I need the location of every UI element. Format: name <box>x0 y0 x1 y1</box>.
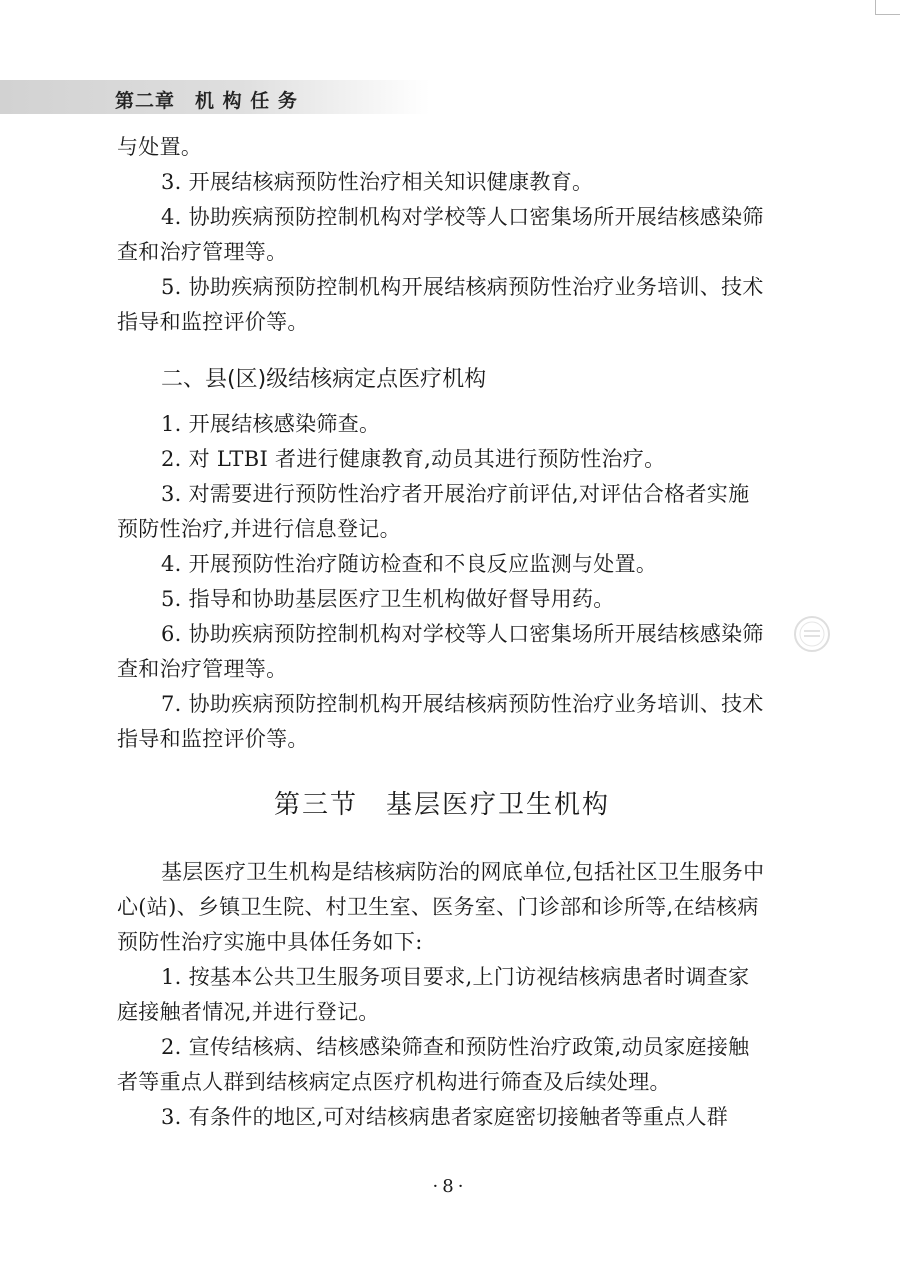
list-item: 2. 宣传结核病、结核感染筛查和预防性治疗政策,动员家庭接触者等重点人群到结核病定点医疗机构进行筛查及后续处理。 <box>117 1035 750 1094</box>
watermark-logo-icon <box>792 614 832 654</box>
list-item: 4. 开展预防性治疗随访检查和不良反应监测与处置。 <box>161 552 658 576</box>
list-item: 3. 对需要进行预防性治疗者开展治疗前评估,对评估合格者实施预防性治疗,并进行信息登记。 <box>117 482 750 541</box>
list-item: 6. 协助疾病预防控制机构对学校等人口密集场所开展结核感染筛查和治疗管理等。 <box>117 622 764 681</box>
list-item: 1. 按基本公共卫生服务项目要求,上门访视结核病患者时调查家庭接触者情况,并进行登记。 <box>117 965 750 1024</box>
list-item: 4. 协助疾病预防控制机构对学校等人口密集场所开展结核感染筛查和治疗管理等。 <box>117 205 764 264</box>
list-item: 1. 开展结核感染筛查。 <box>161 412 381 436</box>
list-item: 5. 指导和协助基层医疗卫生机构做好督导用药。 <box>161 587 615 611</box>
section-title: 第三节 基层医疗卫生机构 <box>273 790 610 820</box>
list-item: 3. 有条件的地区,可对结核病患者家庭密切接触者等重点人群 <box>161 1105 729 1129</box>
paragraph-continuation: 与处置。 <box>117 135 203 159</box>
list-item: 2. 对 LTBI 者进行健康教育,动员其进行预防性治疗。 <box>161 447 666 471</box>
page-body <box>117 130 767 1135</box>
page-corner-mark <box>875 0 900 15</box>
list-item: 7. 协助疾病预防控制机构开展结核病预防性治疗业务培训、技术指导和监控评价等。 <box>117 692 764 751</box>
list-item: 5. 协助疾病预防控制机构开展结核病预防性治疗业务培训、技术指导和监控评价等。 <box>117 275 764 334</box>
list-item: 3. 开展结核病预防性治疗相关知识健康教育。 <box>161 170 594 194</box>
chapter-title: 第二章 机 构 任 务 <box>115 90 298 112</box>
page-number: ·8· <box>432 1176 468 1197</box>
intro-paragraph: 基层医疗卫生机构是结核病防治的网底单位,包括社区卫生服务中心(站)、乡镇卫生院、村卫生室、医务室、门诊部和诊所等,在结核病预防性治疗实施中具体任务如下: <box>117 860 765 954</box>
subheading-county-hospital: 二、县(区)级结核病定点医疗机构 <box>161 367 487 392</box>
